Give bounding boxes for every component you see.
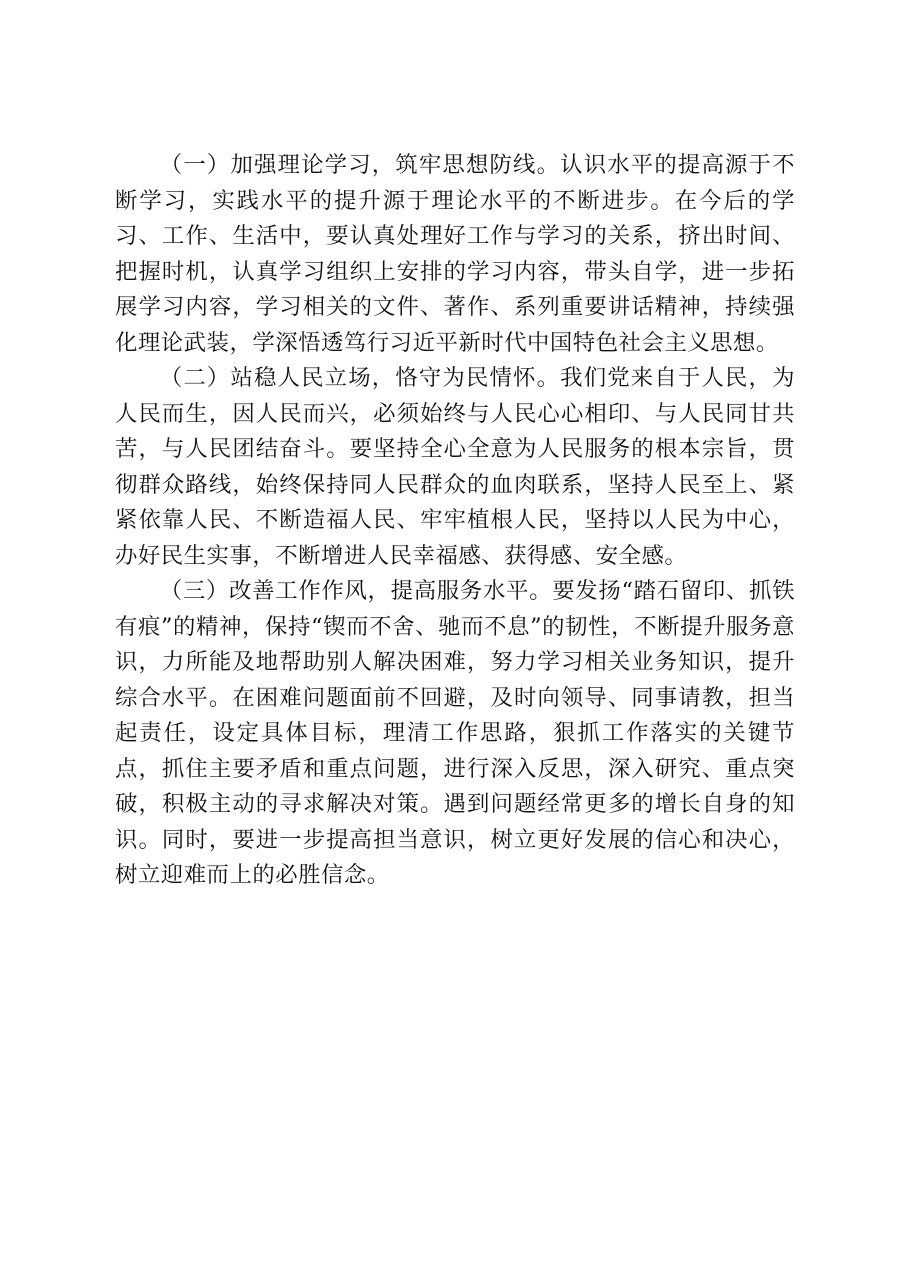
paragraph-2: （二）站稳人民立场，恪守为民情怀。我们党来自于人民，为人民而生，因人民而兴，必须始终与人民心心相印、与人民同甘共苦，与人民团结奋斗。要坚持全心全意为人民服务的根本宗旨，贯彻群众路线，始终保持同人民群众的血肉联系，坚持人民至上、紧紧依靠人民、不断造福人民、牢牢植根人民，坚持以人民为中心，办好民生实事，不断增进人民幸福感、获得感、安全感。	[115, 365, 795, 569]
document-body	[115, 148, 795, 894]
paragraph-3: （三）改善工作作风，提高服务水平。要发扬“踏石留印、抓铁有痕”的精神，保持“锲而不舍、驰而不息”的韧性，不断提升服务意识，力所能及地帮助别人解决困难，努力学习相关业务知识，提升综合水平。在困难问题面前不回避，及时向领导、同事请教，担当起责任，设定具体目标，理清工作思路，狠抓工作落实的关键节点，抓住主要矛盾和重点问题，进行深入反思，深入研究、重点突破，积极主动的寻求解决对策。遇到问题经常更多的增长自身的知识。同时，要进一步提高担当意识，树立更好发展的信心和决心，树立迎难而上的必胜信念。	[115, 578, 795, 888]
paragraph-1: （一）加强理论学习，筑牢思想防线。认识水平的提高源于不断学习，实践水平的提升源于理论水平的不断进步。在今后的学习、工作、生活中，要认真处理好工作与学习的关系，挤出时间、把握时机，认真学习组织上安排的学习内容，带头自学，进一步拓展学习内容，学习相关的文件、著作、系列重要讲话精神，持续强化理论武装，学深悟透笃行习近平新时代中国特色社会主义思想。	[115, 152, 795, 356]
